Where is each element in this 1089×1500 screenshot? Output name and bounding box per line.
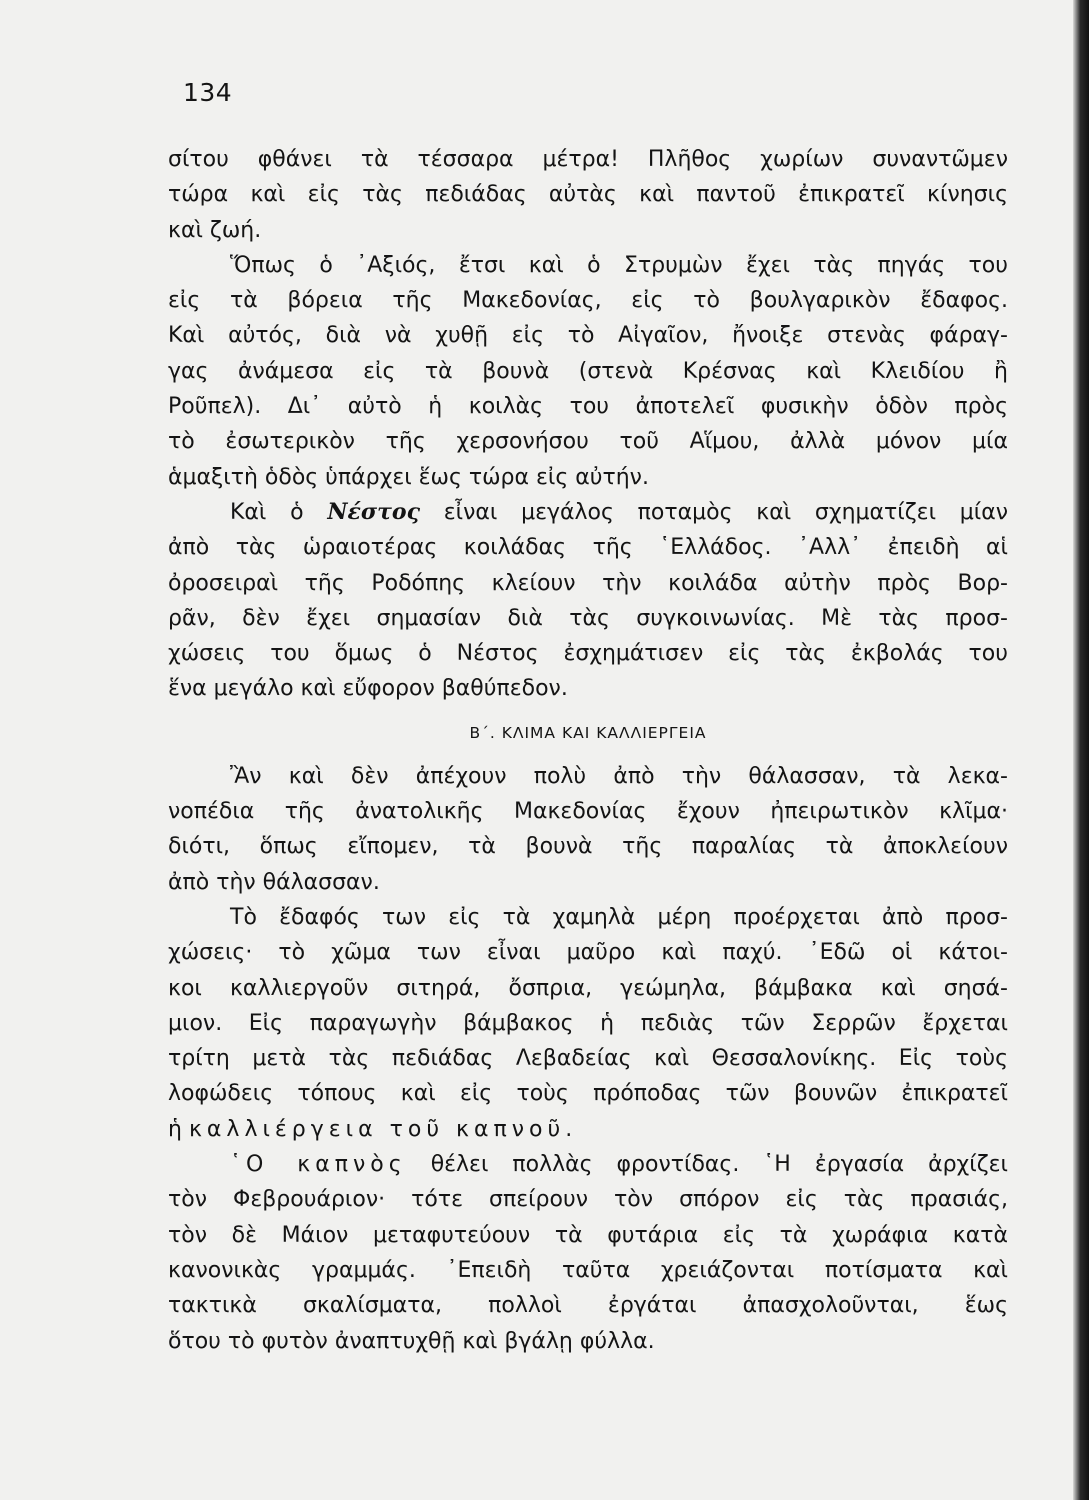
paragraph-lead: Καὶ ὁ bbox=[230, 499, 304, 525]
text-line bbox=[168, 1112, 1008, 1147]
line-lead: ἡ bbox=[168, 1116, 182, 1142]
text-line: ρᾶν, δὲν ἔχει σημασίαν διὰ τὰς συγκοινωνίας. Μὲ τὰς προσ- bbox=[168, 605, 1008, 631]
text-line: μιον. Εἰς παραγωγὴν βάμβακος ἡ πεδιὰς τῶν Σερρῶν ἔρχεται bbox=[168, 1010, 1008, 1036]
line-rest: εἶναι μεγάλος ποταμὸς καὶ σχηματίζει μίαν bbox=[443, 499, 1008, 525]
text-line: κοι καλλιεργοῦν σιτηρά, ὄσπρια, γεώμηλα, βάμβακα καὶ σησά- bbox=[168, 975, 1008, 1001]
text-line: Ροῦπελ). Δι᾿ αὐτὸ ἡ κοιλὰς του ἀποτελεῖ φυσικὴν ὁδὸν πρὸς bbox=[168, 394, 1008, 420]
text-line bbox=[168, 495, 1008, 530]
text-line: νοπέδια τῆς ἀνατολικῆς Μακεδονίας ἔχουν ἠπειρωτικὸν κλῖμα· bbox=[168, 799, 1008, 825]
text-line: ἕνα μεγάλο καὶ εὔφορον βαθύπεδον. bbox=[168, 676, 568, 702]
text-line: τὸν δὲ Μάιον μεταφυτεύουν τὰ φυτάρια εἰς τὰ χωράφια κατὰ bbox=[168, 1222, 1008, 1248]
text-line: διότι, ὅπως εἴπομεν, τὰ βουνὰ τῆς παραλίας τὰ ἀποκλείουν bbox=[168, 834, 1008, 860]
text-line: χώσεις του ὅμως ὁ Νέστος ἐσχημάτισεν εἰς τὰς ἐκβολάς του bbox=[168, 641, 1008, 667]
text-line: τρίτη μετὰ τὰς πεδιάδας Λεβαδείας καὶ Θεσσαλονίκης. Εἰς τοὺς bbox=[168, 1046, 1008, 1072]
text-line: Ἂν καὶ δὲν ἀπέχουν πολὺ ἀπὸ τὴν θάλασσαν, τὰ λεκα- bbox=[230, 763, 1008, 789]
line-rest: θέλει πολλὰς φροντίδας. ῾Η ἐργασία ἀρχίζει bbox=[430, 1152, 1008, 1178]
text-line: λοφώδεις τόπους καὶ εἰς τοὺς πρόποδας τῶν βουνῶν ἐπικρατεῖ bbox=[168, 1081, 1008, 1107]
spaced-emphasis: ῾Ο καπνὸς bbox=[230, 1152, 407, 1178]
text-line: ἀπὸ τὴν θάλασσαν. bbox=[168, 869, 380, 895]
spaced-emphasis: καλλιέργεια τοῦ καπνοῦ. bbox=[188, 1116, 578, 1142]
page-edge-shadow bbox=[1073, 0, 1089, 1500]
text-line: ἀπὸ τὰς ὡραιοτέρας κοιλάδας τῆς ῾Ελλάδος. ᾿Αλλ᾿ ἐπειδὴ αἱ bbox=[168, 535, 1008, 561]
text-line: ὅτου τὸ φυτὸν ἀναπτυχθῇ καὶ βγάλῃ φύλλα. bbox=[168, 1328, 655, 1354]
text-line: εἰς τὰ βόρεια τῆς Μακεδονίας, εἰς τὸ βουλγαρικὸν ἔδαφος. bbox=[168, 288, 1008, 314]
text-line: καὶ ζωή. bbox=[168, 217, 262, 243]
text-line: ἁμαξιτὴ ὁδὸς ὑπάρχει ἕως τώρα εἰς αὐτήν. bbox=[168, 464, 649, 490]
text-line: τὸν Φεβρουάριον· τότε σπείρουν τὸν σπόρον εἰς τὰς πρασιάς, bbox=[168, 1187, 1008, 1213]
text-line: τὸ ἐσωτερικὸν τῆς χερσονήσου τοῦ Αἵμου, ἀλλὰ μόνον μία bbox=[168, 429, 1008, 455]
text-line: Τὸ ἔδαφός των εἰς τὰ χαμηλὰ μέρη προέρχεται ἀπὸ προσ- bbox=[230, 904, 1008, 930]
section-heading: Β΄. ΚΛΙΜΑ ΚΑΙ ΚΑΛΛΙΕΡΓΕΙΑ bbox=[469, 723, 707, 742]
text-line: ὀροσειραὶ τῆς Ροδόπης κλείουν τὴν κοιλάδα αὐτὴν πρὸς Βορ- bbox=[168, 570, 1008, 596]
text-line: τώρα καὶ εἰς τὰς πεδιάδας αὐτὰς καὶ παντοῦ ἐπικρατεῖ κίνησις bbox=[168, 182, 1008, 208]
text-line: Καὶ αὐτός, διὰ νὰ χυθῇ εἰς τὸ Αἰγαῖον, ἤνοιξε στενὰς φάραγ- bbox=[168, 323, 1008, 349]
page-number: 134 bbox=[183, 78, 233, 107]
text-line: τακτικὰ σκαλίσματα, πολλοὶ ἐργάται ἀπασχολοῦνται, ἕως bbox=[168, 1293, 1008, 1319]
text-line bbox=[168, 1147, 1008, 1182]
text-line: Ὅπως ὁ ᾿Αξιός, ἔτσι καὶ ὁ Στρυμὼν ἔχει τὰς πηγάς του bbox=[230, 252, 1008, 278]
river-name-emphasis: Νέστος bbox=[327, 498, 420, 525]
text-line: χώσεις· τὸ χῶμα των εἶναι μαῦρο καὶ παχύ. ᾿Εδῶ οἱ κάτοι- bbox=[168, 940, 1008, 966]
text-line: κανονικὰς γραμμάς. ᾿Επειδὴ ταῦτα χρειάζονται ποτίσματα καὶ bbox=[168, 1257, 1008, 1283]
text-line: γας ἀνάμεσα εἰς τὰ βουνὰ (στενὰ Κρέσνας καὶ Κλειδίου ἢ bbox=[168, 358, 1008, 384]
text-line: σίτου φθάνει τὰ τέσσαρα μέτρα! Πλῆθος χωρίων συναντῶμεν bbox=[168, 147, 1008, 172]
body-text bbox=[168, 142, 1008, 1359]
